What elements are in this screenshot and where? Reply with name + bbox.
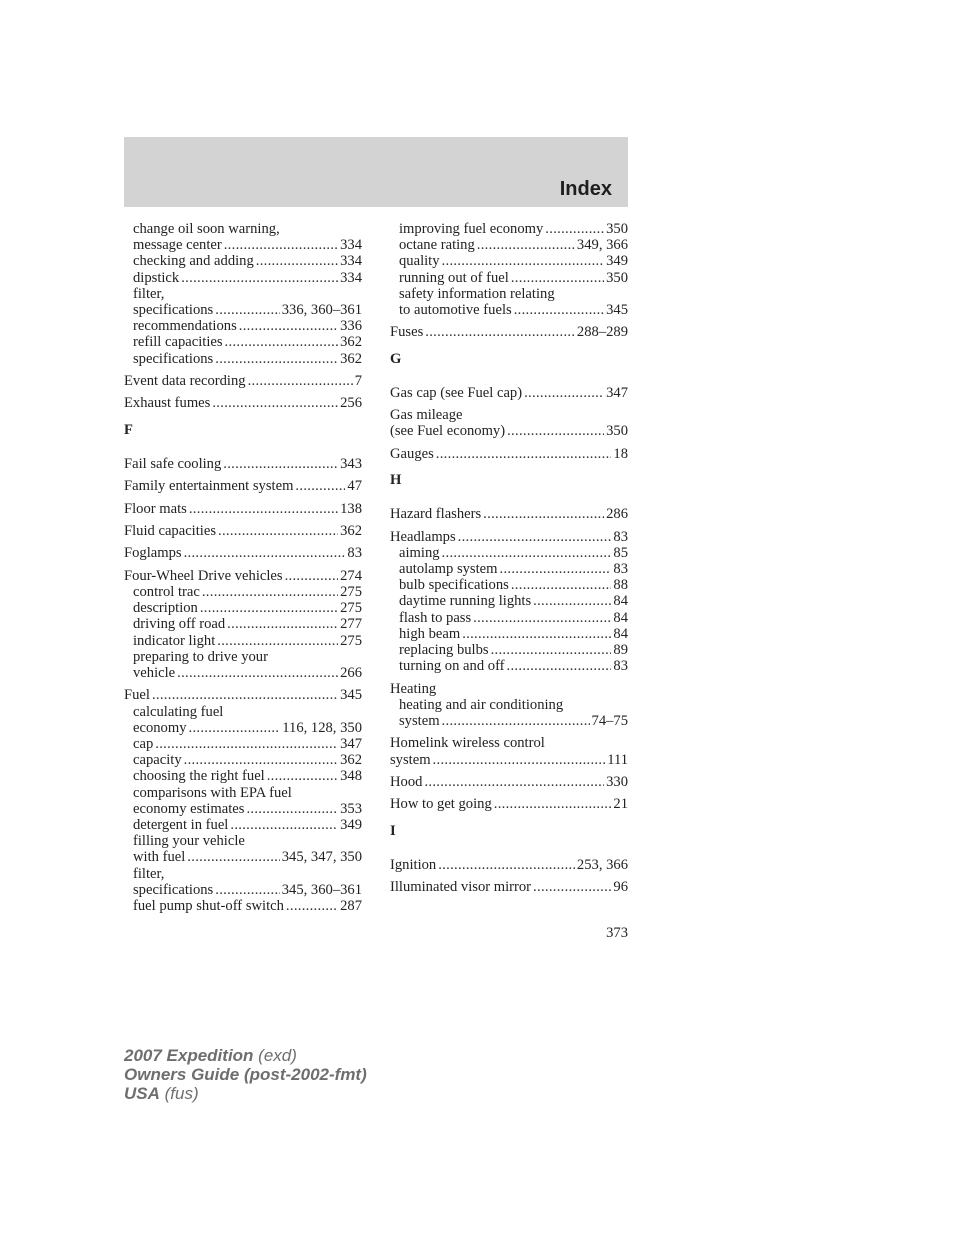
dot-leader xyxy=(424,774,604,790)
index-term: change oil soon warning, xyxy=(133,221,280,237)
index-line xyxy=(124,584,362,600)
index-page-ref: 266 xyxy=(340,664,362,681)
dot-leader xyxy=(248,373,353,389)
dot-leader xyxy=(458,529,612,545)
index-line xyxy=(390,697,628,713)
index-line xyxy=(124,817,362,833)
index-page-ref: 353 xyxy=(340,800,362,817)
dot-leader xyxy=(267,768,338,784)
dot-leader xyxy=(256,253,338,269)
dot-leader xyxy=(533,593,611,609)
header-band xyxy=(124,137,628,207)
index-page-ref: 88 xyxy=(613,577,628,594)
index-entry-headlamps xyxy=(390,529,628,675)
index-line xyxy=(124,545,362,561)
dot-leader xyxy=(184,545,346,561)
index-term: Fuses xyxy=(390,324,424,341)
index-term: turning on and off xyxy=(399,658,505,675)
index-line xyxy=(390,545,628,561)
index-page-ref: 345 xyxy=(606,302,628,319)
index-term: recommendations xyxy=(133,318,237,335)
index-term: control trac xyxy=(133,583,200,600)
index-page-ref: 345, 347, 350 xyxy=(281,849,362,866)
index-term: Foglamps xyxy=(124,545,182,562)
footer-line-1: 2007 Expedition (exd) xyxy=(124,1046,297,1065)
dot-leader xyxy=(155,736,338,752)
index-term: octane rating xyxy=(399,237,475,254)
dot-leader xyxy=(187,849,279,865)
dot-leader xyxy=(177,665,338,681)
index-line xyxy=(124,286,362,302)
index-line xyxy=(124,736,362,752)
index-page-ref: 349 xyxy=(340,817,362,833)
dot-leader xyxy=(215,302,279,318)
index-line xyxy=(124,882,362,898)
index-entry-gas-mileage xyxy=(390,407,628,439)
dot-leader xyxy=(483,506,604,522)
index-term: improving fuel economy xyxy=(399,221,544,237)
dot-leader xyxy=(462,626,611,642)
index-page-ref: 275 xyxy=(340,600,362,617)
index-term: Fluid capacities xyxy=(124,522,216,539)
index-line xyxy=(124,649,362,665)
index-line xyxy=(390,446,628,462)
index-term: message center xyxy=(133,237,222,254)
index-page-ref: 111 xyxy=(607,751,628,768)
index-line xyxy=(124,849,362,865)
dot-leader xyxy=(224,237,338,253)
dot-leader xyxy=(507,658,612,674)
index-page-ref: 7 xyxy=(354,373,362,390)
section-letter-g: G xyxy=(390,350,402,367)
index-line xyxy=(390,407,628,423)
index-page-ref: 350 xyxy=(606,269,628,286)
dot-leader xyxy=(181,270,338,286)
index-line xyxy=(124,616,362,632)
index-line xyxy=(124,351,362,367)
index-line xyxy=(390,681,628,697)
index-term: flash to pass xyxy=(399,609,472,626)
dot-leader xyxy=(215,882,279,898)
index-page-ref: 116, 128, 350 xyxy=(282,719,362,736)
index-page-ref: 347 xyxy=(340,735,362,752)
index-line xyxy=(124,833,362,849)
index-line xyxy=(124,270,362,286)
index-page-ref: 288–289 xyxy=(576,324,628,341)
index-page-ref: 89 xyxy=(613,642,628,659)
index-page-ref: 83 xyxy=(347,545,362,562)
index-term: cap xyxy=(133,735,154,752)
index-page-ref: 350 xyxy=(606,423,628,440)
index-term: Headlamps xyxy=(390,528,456,545)
index-page-ref: 350 xyxy=(606,221,628,237)
index-page-ref: 336 xyxy=(340,318,362,335)
right-column xyxy=(390,221,628,902)
index-term: Hazard flashers xyxy=(390,506,482,523)
index-page-ref: 362 xyxy=(340,350,362,367)
dot-leader xyxy=(230,817,338,833)
index-line xyxy=(390,879,628,895)
dot-leader xyxy=(200,600,338,616)
page-number: 373 xyxy=(606,925,628,941)
index-page-ref: 21 xyxy=(613,796,628,813)
dot-leader xyxy=(189,501,338,517)
index-line xyxy=(124,373,362,389)
index-line xyxy=(390,324,628,340)
index-line xyxy=(124,898,362,914)
index-term: system xyxy=(390,751,431,768)
dot-leader xyxy=(202,584,338,600)
index-term: calculating fuel xyxy=(133,703,224,720)
index-term: economy estimates xyxy=(133,800,245,817)
index-line xyxy=(390,774,628,790)
dot-leader xyxy=(286,898,338,914)
index-term: (see Fuel economy) xyxy=(390,423,506,440)
index-term: Exhaust fumes xyxy=(124,395,211,412)
index-term: Gas cap (see Fuel cap) xyxy=(390,384,523,401)
index-line xyxy=(390,270,628,286)
index-line xyxy=(390,286,628,302)
index-term: filter, xyxy=(133,285,165,302)
index-page-ref: 96 xyxy=(613,879,628,896)
index-term: safety information relating xyxy=(399,285,555,302)
index-page-ref: 345 xyxy=(340,687,362,704)
dot-leader xyxy=(295,478,345,494)
dot-leader xyxy=(473,610,611,626)
index-entry-fuel-cont xyxy=(390,221,628,318)
index-line xyxy=(390,506,628,522)
index-line xyxy=(124,801,362,817)
index-page-ref: 348 xyxy=(340,768,362,785)
index-page-ref: 138 xyxy=(340,500,362,517)
index-term: indicator light xyxy=(133,632,216,649)
index-entry-foglamps xyxy=(124,545,362,561)
index-line xyxy=(390,577,628,593)
index-term: Homelink wireless control xyxy=(390,735,545,752)
dot-leader xyxy=(524,385,604,401)
index-term: system xyxy=(399,713,440,730)
dot-leader xyxy=(225,334,339,350)
index-line xyxy=(390,221,628,237)
dot-leader xyxy=(436,446,612,462)
dot-leader xyxy=(514,302,604,318)
index-entry-fluid-cap xyxy=(124,523,362,539)
dot-leader xyxy=(239,318,338,334)
index-page-ref: 74–75 xyxy=(591,713,628,730)
index-line xyxy=(124,302,362,318)
index-term: replacing bulbs xyxy=(399,642,489,659)
index-term: Event data recording xyxy=(124,373,246,390)
dot-leader xyxy=(491,642,612,658)
index-page-ref: 84 xyxy=(613,625,628,642)
index-line xyxy=(124,395,362,411)
dot-leader xyxy=(507,423,604,439)
index-entry-gauges xyxy=(390,446,628,462)
index-page-ref: 83 xyxy=(613,561,628,577)
index-line xyxy=(124,523,362,539)
index-page-ref: 349 xyxy=(606,253,628,270)
index-term: Heating xyxy=(390,680,437,697)
index-term: high beam xyxy=(399,625,461,642)
index-page-ref: 287 xyxy=(340,898,362,915)
index-term: comparisons with EPA fuel xyxy=(133,784,292,801)
index-line xyxy=(390,713,628,729)
index-line xyxy=(390,593,628,609)
index-line xyxy=(124,665,362,681)
index-entry-floor-mats xyxy=(124,501,362,517)
index-line xyxy=(390,561,628,577)
dot-leader xyxy=(500,561,612,577)
index-entry-event-data xyxy=(124,373,362,389)
index-line xyxy=(124,633,362,649)
index-line xyxy=(390,735,628,751)
index-page-ref: 83 xyxy=(613,528,628,545)
index-term: capacity xyxy=(133,752,182,769)
dot-leader xyxy=(511,577,612,593)
index-page-ref: 277 xyxy=(340,616,362,633)
index-line xyxy=(124,253,362,269)
index-term: choosing the right fuel xyxy=(133,768,265,785)
index-term: Family entertainment system xyxy=(124,478,294,495)
index-term: specifications xyxy=(133,350,214,367)
index-term: aiming xyxy=(399,544,440,561)
index-page-ref: 256 xyxy=(340,395,362,412)
index-page-ref: 362 xyxy=(340,522,362,539)
index-entry-heating xyxy=(390,681,628,730)
index-line xyxy=(390,642,628,658)
dot-leader xyxy=(425,324,575,340)
index-term: refill capacities xyxy=(133,334,223,351)
dot-leader xyxy=(215,351,338,367)
index-page-ref: 336, 360–361 xyxy=(281,302,362,319)
index-entry-exhaust xyxy=(124,395,362,411)
index-line xyxy=(390,626,628,642)
index-line xyxy=(390,610,628,626)
index-term: Fail safe cooling xyxy=(124,455,222,472)
index-page-ref: 362 xyxy=(340,334,362,351)
index-page-ref: 18 xyxy=(613,445,628,462)
index-term: Floor mats xyxy=(124,500,187,517)
index-page-ref: 253, 366 xyxy=(576,856,628,873)
index-entry-four-wheel xyxy=(124,568,362,681)
index-term: checking and adding xyxy=(133,253,254,270)
index-term: daytime running lights xyxy=(399,593,532,610)
index-line xyxy=(390,857,628,873)
index-line xyxy=(124,478,362,494)
index-entry-hood xyxy=(390,774,628,790)
dot-leader xyxy=(438,857,575,873)
index-term: filling your vehicle xyxy=(133,833,245,850)
index-page-ref: 349, 366 xyxy=(576,237,628,254)
dot-leader xyxy=(246,801,338,817)
index-line xyxy=(124,501,362,517)
dot-leader xyxy=(442,253,605,269)
index-line xyxy=(124,237,362,253)
index-line xyxy=(124,600,362,616)
dot-leader xyxy=(227,616,338,632)
index-page-ref: 85 xyxy=(613,544,628,561)
index-entry-fuses xyxy=(390,324,628,340)
index-page-ref: 343 xyxy=(340,455,362,472)
index-term: detergent in fuel xyxy=(133,817,229,833)
index-line xyxy=(390,529,628,545)
index-page-ref: 47 xyxy=(347,478,362,495)
index-page-ref: 83 xyxy=(613,658,628,675)
footer-line-3: USA (fus) xyxy=(124,1084,199,1103)
index-term: Ignition xyxy=(390,856,437,873)
dot-leader xyxy=(218,523,338,539)
left-column xyxy=(124,221,362,920)
section-letter-f: F xyxy=(124,421,133,438)
index-page-ref: 275 xyxy=(340,583,362,600)
dot-leader xyxy=(212,395,338,411)
dot-leader xyxy=(217,633,338,649)
dot-leader xyxy=(223,456,338,472)
index-term: economy xyxy=(133,719,187,736)
index-entry-oil xyxy=(124,221,362,367)
index-line xyxy=(124,866,362,882)
index-term: Fuel xyxy=(124,687,150,704)
index-term: driving off road xyxy=(133,616,226,633)
index-term: Four-Wheel Drive vehicles xyxy=(124,567,283,584)
dot-leader xyxy=(533,879,611,895)
index-line xyxy=(390,302,628,318)
index-term: specifications xyxy=(133,302,214,319)
index-line xyxy=(124,318,362,334)
index-entry-gas-cap xyxy=(390,385,628,401)
index-entry-ignition xyxy=(390,857,628,873)
index-page-ref: 84 xyxy=(613,593,628,610)
index-line xyxy=(124,752,362,768)
index-term: bulb specifications xyxy=(399,577,509,594)
index-entry-hazard xyxy=(390,506,628,522)
index-term: quality xyxy=(399,253,440,270)
index-line xyxy=(124,704,362,720)
index-line xyxy=(390,658,628,674)
index-line xyxy=(124,768,362,784)
section-letter-h: H xyxy=(390,472,402,488)
dot-leader xyxy=(477,237,575,253)
index-page-ref: 362 xyxy=(340,752,362,769)
index-term: Hood xyxy=(390,774,423,790)
index-term: dipstick xyxy=(133,269,180,286)
index-entry-fail-safe xyxy=(124,456,362,472)
index-entry-family-ent xyxy=(124,478,362,494)
dot-leader xyxy=(184,752,338,768)
index-line xyxy=(124,568,362,584)
index-page-ref: 84 xyxy=(613,609,628,626)
index-term: description xyxy=(133,600,198,617)
index-page-ref: 345, 360–361 xyxy=(281,881,362,898)
index-term: fuel pump shut-off switch xyxy=(133,898,284,915)
index-term: heating and air conditioning xyxy=(399,696,564,713)
index-page-ref: 286 xyxy=(606,506,628,523)
index-line xyxy=(124,720,362,736)
dot-leader xyxy=(442,545,612,561)
dot-leader xyxy=(433,752,606,768)
index-page-ref: 275 xyxy=(340,632,362,649)
page-title: Index xyxy=(559,178,612,200)
index-line xyxy=(390,752,628,768)
dot-leader xyxy=(511,270,604,286)
dot-leader xyxy=(442,713,590,729)
index-term: with fuel xyxy=(133,849,186,866)
footer-line-2: Owners Guide (post-2002-fmt) xyxy=(124,1065,367,1084)
index-entry-how-to xyxy=(390,796,628,812)
index-page-ref: 274 xyxy=(340,567,362,584)
index-line xyxy=(390,423,628,439)
index-line xyxy=(124,687,362,703)
index-line xyxy=(390,253,628,269)
footer xyxy=(124,1046,367,1103)
index-term: vehicle xyxy=(133,664,176,681)
index-line xyxy=(390,385,628,401)
index-entry-visor xyxy=(390,879,628,895)
index-term: Gas mileage xyxy=(390,407,463,424)
index-line xyxy=(124,221,362,237)
index-page-ref: 334 xyxy=(340,269,362,286)
index-term: autolamp system xyxy=(399,561,498,577)
index-entry-homelink xyxy=(390,735,628,767)
dot-leader xyxy=(285,568,339,584)
index-term: running out of fuel xyxy=(399,269,509,286)
index-term: specifications xyxy=(133,881,214,898)
index-term: preparing to drive your xyxy=(133,648,268,665)
index-page-ref: 334 xyxy=(340,237,362,254)
index-line xyxy=(124,456,362,472)
index-term: Gauges xyxy=(390,445,434,462)
dot-leader xyxy=(494,796,612,812)
index-term: to automotive fuels xyxy=(399,302,512,319)
index-term: Illuminated visor mirror xyxy=(390,879,532,896)
index-entry-fuel xyxy=(124,687,362,914)
index-term: How to get going xyxy=(390,796,492,813)
index-term: filter, xyxy=(133,865,165,882)
index-line xyxy=(124,785,362,801)
index-page-ref: 334 xyxy=(340,253,362,270)
index-page-ref: 330 xyxy=(606,774,628,790)
index-line xyxy=(124,334,362,350)
index-line xyxy=(390,796,628,812)
index-line xyxy=(390,237,628,253)
dot-leader xyxy=(152,687,338,703)
dot-leader xyxy=(545,221,604,237)
index-page-ref: 347 xyxy=(606,384,628,401)
dot-leader xyxy=(189,720,281,736)
section-letter-i: I xyxy=(390,822,396,839)
